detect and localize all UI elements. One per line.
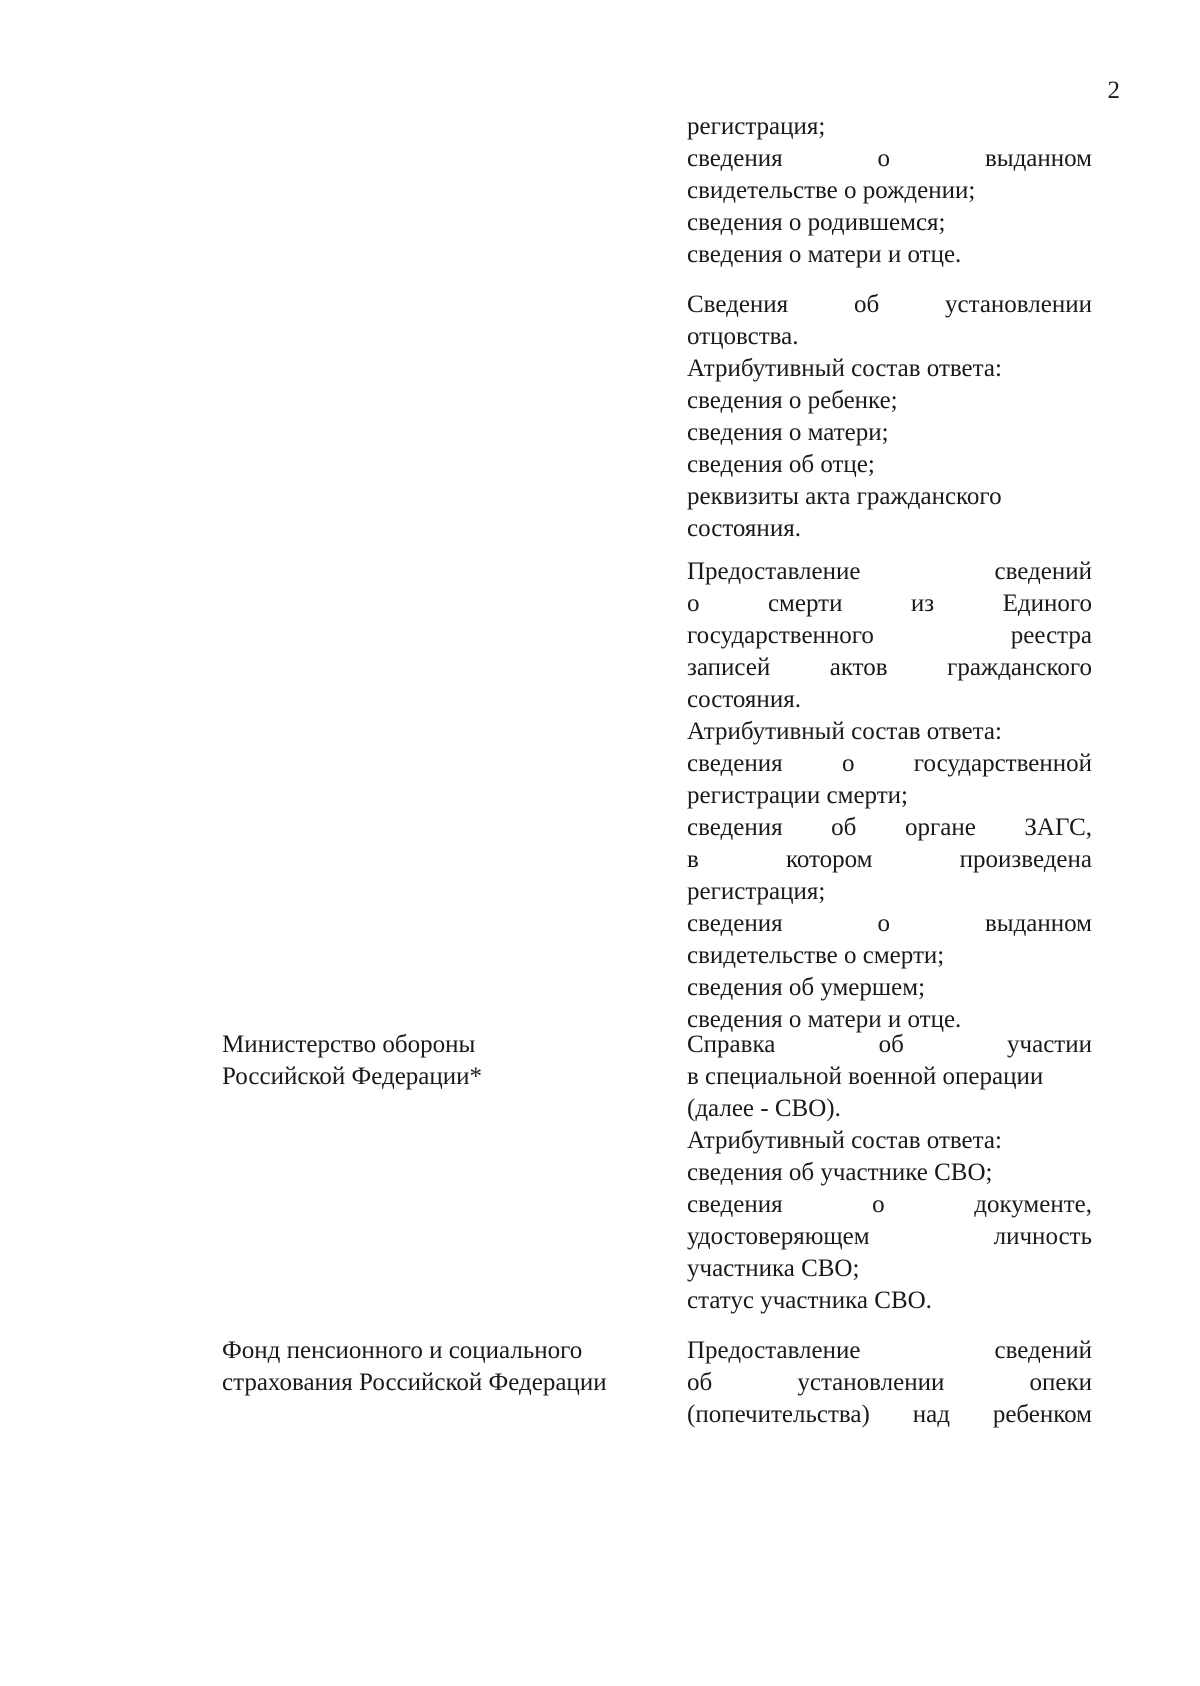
- text-line: сведения о матери и отце.: [687, 1006, 962, 1033]
- text-line: государственного реестра: [687, 622, 1092, 649]
- text-line: Атрибутивный состав ответа:: [687, 718, 1002, 745]
- text-line: реквизиты акта гражданского: [687, 483, 1002, 510]
- text-line: сведения о выданном: [687, 145, 1092, 172]
- text-line: сведения об умершем;: [687, 974, 926, 1001]
- text-line: сведения об органе ЗАГС,: [687, 814, 1092, 841]
- text-line: в котором произведена: [687, 846, 1092, 873]
- text-line: сведения о матери;: [687, 419, 889, 446]
- text-line: о смерти из Единого: [687, 590, 1092, 617]
- text-line: Предоставление сведений: [687, 1337, 1092, 1364]
- text-line: сведения о выданном: [687, 910, 1092, 937]
- text-line: удостоверяющем личность: [687, 1223, 1092, 1250]
- text-line: свидетельстве о рождении;: [687, 177, 976, 204]
- text-line: (далее - СВО).: [687, 1095, 841, 1122]
- text-line: сведения об отце;: [687, 451, 875, 478]
- birth-record-continuation: [687, 111, 1092, 271]
- text-line: сведения о ребенке;: [687, 387, 898, 414]
- svo-participation-block: [687, 1029, 1092, 1317]
- agency-ministry-of-defense: [222, 1029, 682, 1093]
- agency-name-line: Российской Федерации*: [222, 1063, 483, 1090]
- agency-name-line: страхования Российской Федерации: [222, 1369, 607, 1396]
- text-line: (попечительства) над ребенком: [687, 1401, 1092, 1428]
- text-line: регистрация;: [687, 113, 826, 140]
- page-number: 2: [1107, 77, 1120, 104]
- text-line: Атрибутивный состав ответа:: [687, 1127, 1002, 1154]
- text-line: сведения о государственной: [687, 750, 1092, 777]
- text-line: сведения об участнике СВО;: [687, 1159, 993, 1186]
- text-line: об установлении опеки: [687, 1369, 1092, 1396]
- agency-name-line: Фонд пенсионного и социального: [222, 1337, 583, 1364]
- death-record-block: [687, 556, 1092, 1036]
- text-line: Предоставление сведений: [687, 558, 1092, 585]
- text-line: сведения о документе,: [687, 1191, 1092, 1218]
- text-line: регистрация;: [687, 878, 826, 905]
- text-line: регистрации смерти;: [687, 782, 908, 809]
- text-line: статус участника СВО.: [687, 1287, 932, 1314]
- text-line: Сведения об установлении: [687, 291, 1092, 318]
- agency-pension-fund: [222, 1335, 682, 1399]
- paternity-record-block: [687, 289, 1092, 545]
- text-line: сведения о родившемся;: [687, 209, 946, 236]
- text-line: записей актов гражданского: [687, 654, 1092, 681]
- text-line: состояния.: [687, 515, 801, 542]
- text-line: Атрибутивный состав ответа:: [687, 355, 1002, 382]
- text-line: отцовства.: [687, 323, 799, 350]
- text-line: в специальной военной операции: [687, 1063, 1044, 1090]
- agency-name-line: Министерство обороны: [222, 1031, 476, 1058]
- guardianship-block: [687, 1335, 1092, 1431]
- text-line: свидетельстве о смерти;: [687, 942, 945, 969]
- text-line: участника СВО;: [687, 1255, 860, 1282]
- text-line: Справка об участии: [687, 1031, 1092, 1058]
- text-line: сведения о матери и отце.: [687, 241, 962, 268]
- text-line: состояния.: [687, 686, 801, 713]
